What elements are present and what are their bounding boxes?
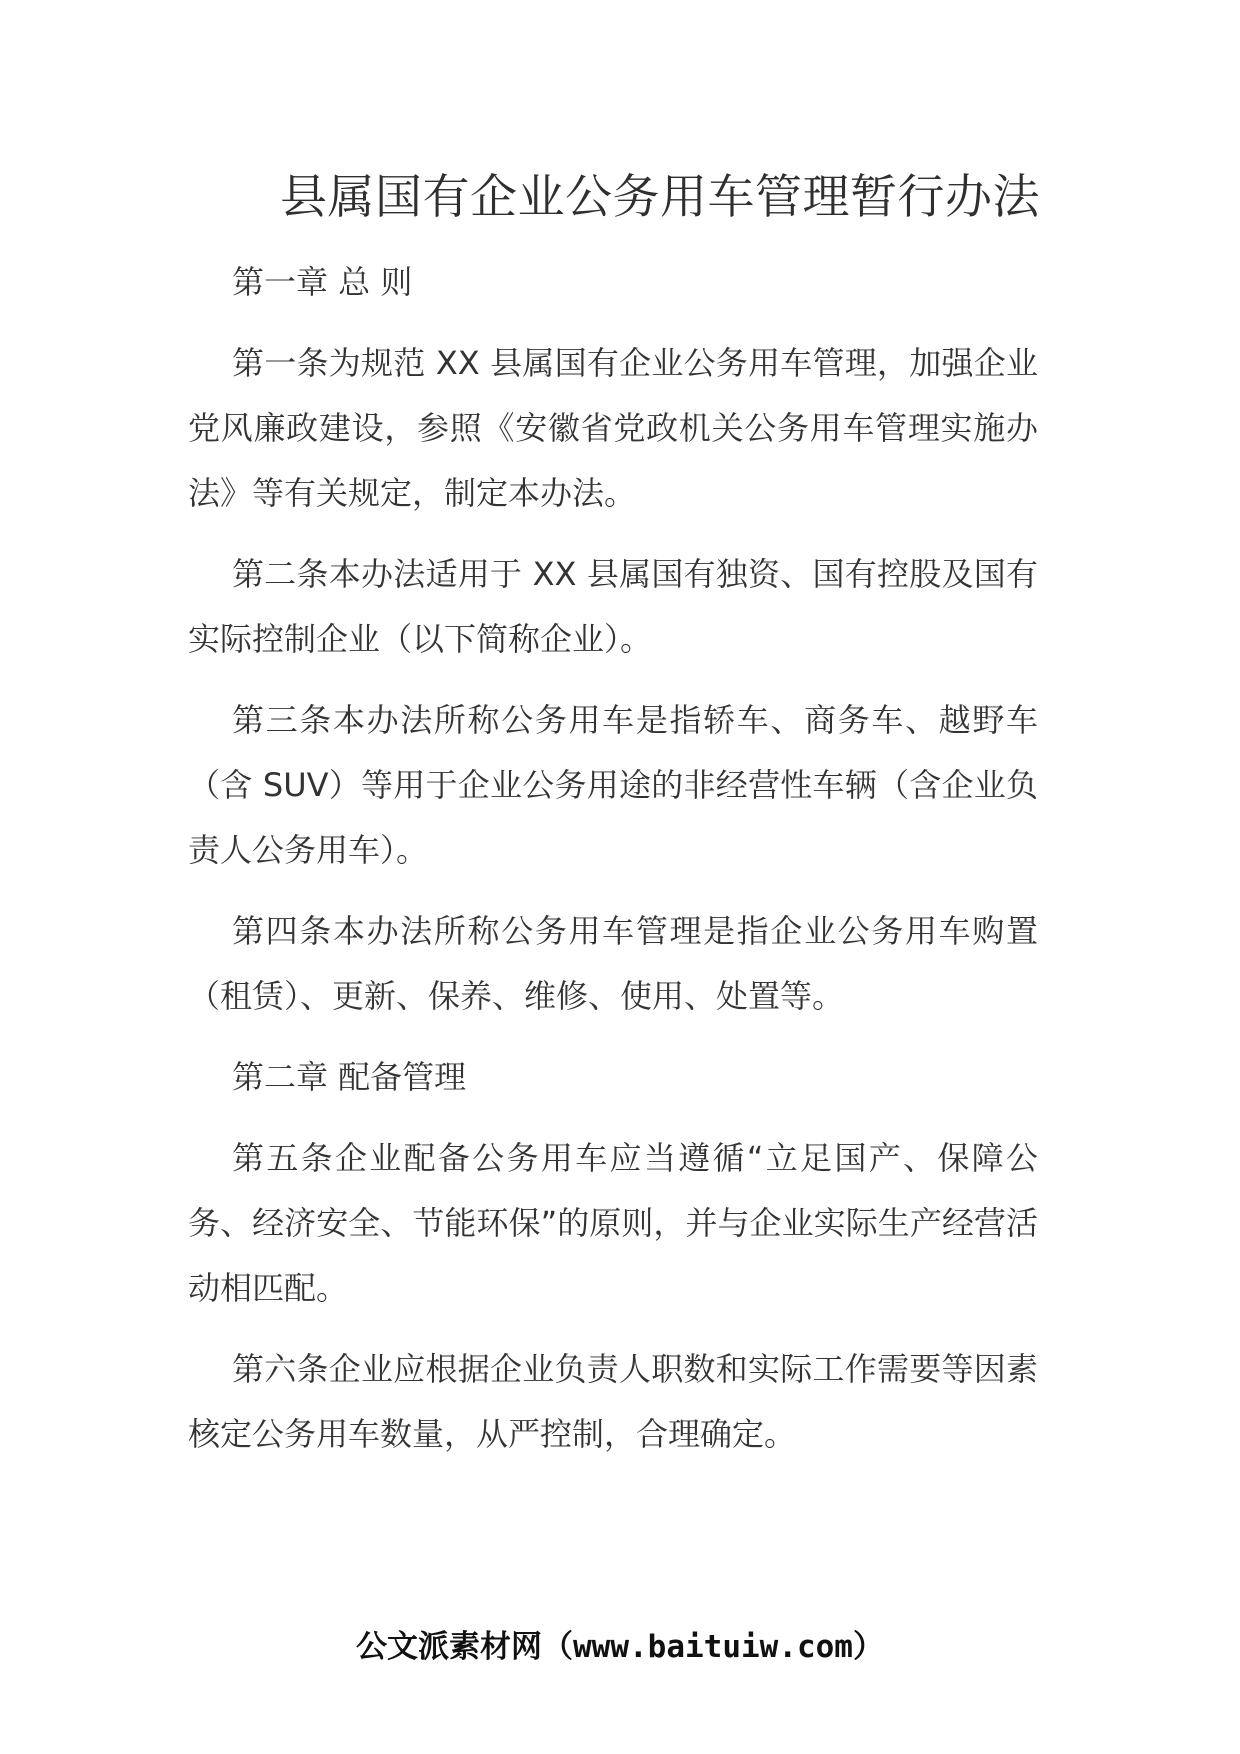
chapter-heading-1: 第一章 总 则 xyxy=(232,263,413,301)
document-title: 县属国有企业公务用车管理暂行办法 xyxy=(280,170,1040,225)
article-1: 第一条为规范 XX 县属国有企业公务用车管理，加强企业党风廉政建设，参照《安徽省党政机关公务用车管理实施办法》等有关规定，制定本办法。 xyxy=(188,344,1038,512)
page-footer xyxy=(0,1625,1240,1669)
chapter-heading-2: 第二章 配备管理 xyxy=(232,1058,467,1096)
footer-site-name: 公文派素材网（ xyxy=(356,1629,574,1665)
footer-url: www.baituiw.com xyxy=(573,1629,853,1665)
article-2: 第二条本办法适用于 XX 县属国有独资、国有控股及国有实际控制企业（以下简称企业）。 xyxy=(188,555,1038,658)
document-body xyxy=(188,250,1038,1483)
article-5: 第五条企业配备公务用车应当遵循“立足国产、保障公务、经济安全、节能环保”的原则，并与企业实际生产经营活动相匹配。 xyxy=(188,1139,1038,1307)
footer-close-paren: ） xyxy=(852,1629,884,1665)
article-4: 第四条本办法所称公务用车管理是指企业公务用车购置（租赁）、更新、保养、维修、使用、处置等。 xyxy=(188,912,1038,1015)
article-3: 第三条本办法所称公务用车是指轿车、商务车、越野车（含 SUV）等用于企业公务用途的非经营性车辆（含企业负责人公务用车）。 xyxy=(188,701,1038,869)
article-6: 第六条企业应根据企业负责人职数和实际工作需要等因素核定公务用车数量，从严控制，合理确定。 xyxy=(188,1350,1038,1453)
